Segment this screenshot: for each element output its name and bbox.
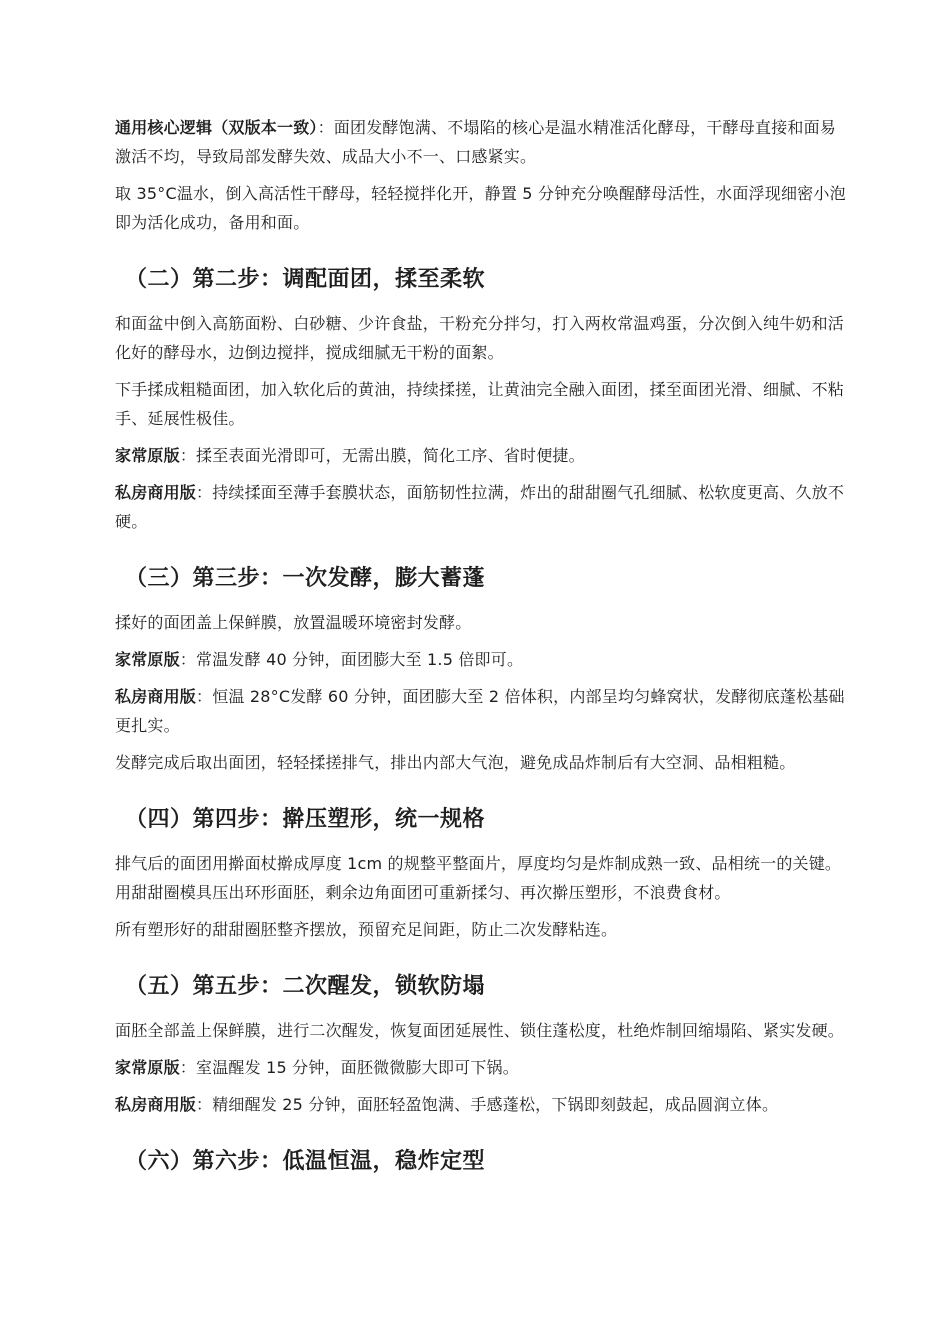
step3-heading: （三）第三步：一次发酵，膨大蓄蓬 — [125, 566, 486, 591]
home-version-text: ：揉至表面光滑即可，无需出膜，简化工序、省时便捷。 — [179, 446, 585, 465]
step2-paragraph-1: 和面盆中倒入高筋面粉、白砂糖、少许食盐，干粉充分拌匀，打入两枚常温鸡蛋，分次倒入纯牛奶和活化好的酵母水，边倒边搅拌，搅成细腻无干粉的面絮。 — [115, 314, 845, 362]
step2-pro-version — [115, 478, 850, 536]
pro-version-text: ：精细醒发 25 分钟，面胚轻盈饱满、手感蓬松，下锅即刻鼓起，成品圆润立体。 — [196, 1095, 779, 1114]
pro-version-text: ：恒温 28°C发酵 60 分钟，面团膨大至 2 倍体积，内部呈均匀蜂窝状，发酵彻底蓬松基础更扎实。 — [115, 687, 845, 735]
home-version-label: 家常原版 — [115, 650, 180, 669]
step4-heading: （四）第四步：擀压塑形，统一规格 — [125, 807, 486, 832]
step3-paragraph-2: 发酵完成后取出面团，轻轻揉搓排气，排出内部大气泡，避免成品炸制后有大空洞、品相粗糙。 — [115, 753, 796, 772]
core-logic-paragraph — [115, 113, 850, 171]
step5-heading: （五）第五步：二次醒发，锁软防塌 — [125, 974, 486, 999]
step5-pro-version — [115, 1090, 850, 1119]
yeast-activation-paragraph: 取 35°C温水，倒入高活性干酵母，轻轻搅拌化开，静置 5 分钟充分唤醒酵母活性，水面浮现细密小泡即为活化成功，备用和面。 — [115, 184, 846, 232]
step4-paragraph-2: 所有塑形好的甜甜圈胚整齐摆放，预留充足间距，防止二次发酵粘连。 — [115, 920, 618, 939]
step3-paragraph-1: 揉好的面团盖上保鲜膜，放置温暖环境密封发酵。 — [115, 613, 472, 632]
step3-home-version — [115, 645, 850, 674]
home-version-text: ：常温发酵 40 分钟，面团膨大至 1.5 倍即可。 — [179, 650, 524, 669]
step2-heading: （二）第二步：调配面团，揉至柔软 — [125, 267, 486, 292]
step2-paragraph-2: 下手揉成粗糙面团，加入软化后的黄油，持续揉搓，让黄油完全融入面团，揉至面团光滑、细腻、不粘手、延展性极佳。 — [115, 380, 845, 428]
home-version-text: ：室温醒发 15 分钟，面胚微微膨大即可下锅。 — [179, 1058, 519, 1077]
document-body — [115, 113, 850, 1178]
step5-home-version — [115, 1053, 850, 1082]
step5-paragraph-1: 面胚全部盖上保鲜膜，进行二次醒发，恢复面团延展性、锁住蓬松度，杜绝炸制回缩塌陷、紧实发硬。 — [115, 1021, 845, 1040]
core-logic-label: 通用核心逻辑（双版本一致） — [115, 118, 318, 137]
core-logic-text: ：面团发酵饱满、不塌陷的核心是温水精准活化酵母，干酵母直接和面易激活不均，导致局部发酵失效、成品大小不一、口感紧实。 — [115, 118, 837, 166]
pro-version-text: ：持续揉面至薄手套膜状态，面筋韧性拉满，炸出的甜甜圈气孔细腻、松软度更高、久放不硬。 — [115, 483, 845, 531]
pro-version-label: 私房商用版 — [115, 1095, 197, 1114]
home-version-label: 家常原版 — [115, 1058, 180, 1077]
step4-paragraph-1: 排气后的面团用擀面杖擀成厚度 1cm 的规整平整面片，厚度均匀是炸制成熟一致、品相统一的关键。用甜甜圈模具压出环形面胚，剩余边角面团可重新揉匀、再次擀压塑形，不浪费食材。 — [115, 854, 842, 902]
step6-heading: （六）第六步：低温恒温，稳炸定型 — [125, 1149, 486, 1174]
step2-home-version — [115, 441, 850, 470]
pro-version-label: 私房商用版 — [115, 483, 197, 502]
pro-version-label: 私房商用版 — [115, 687, 197, 706]
home-version-label: 家常原版 — [115, 446, 180, 465]
step3-pro-version — [115, 682, 850, 740]
